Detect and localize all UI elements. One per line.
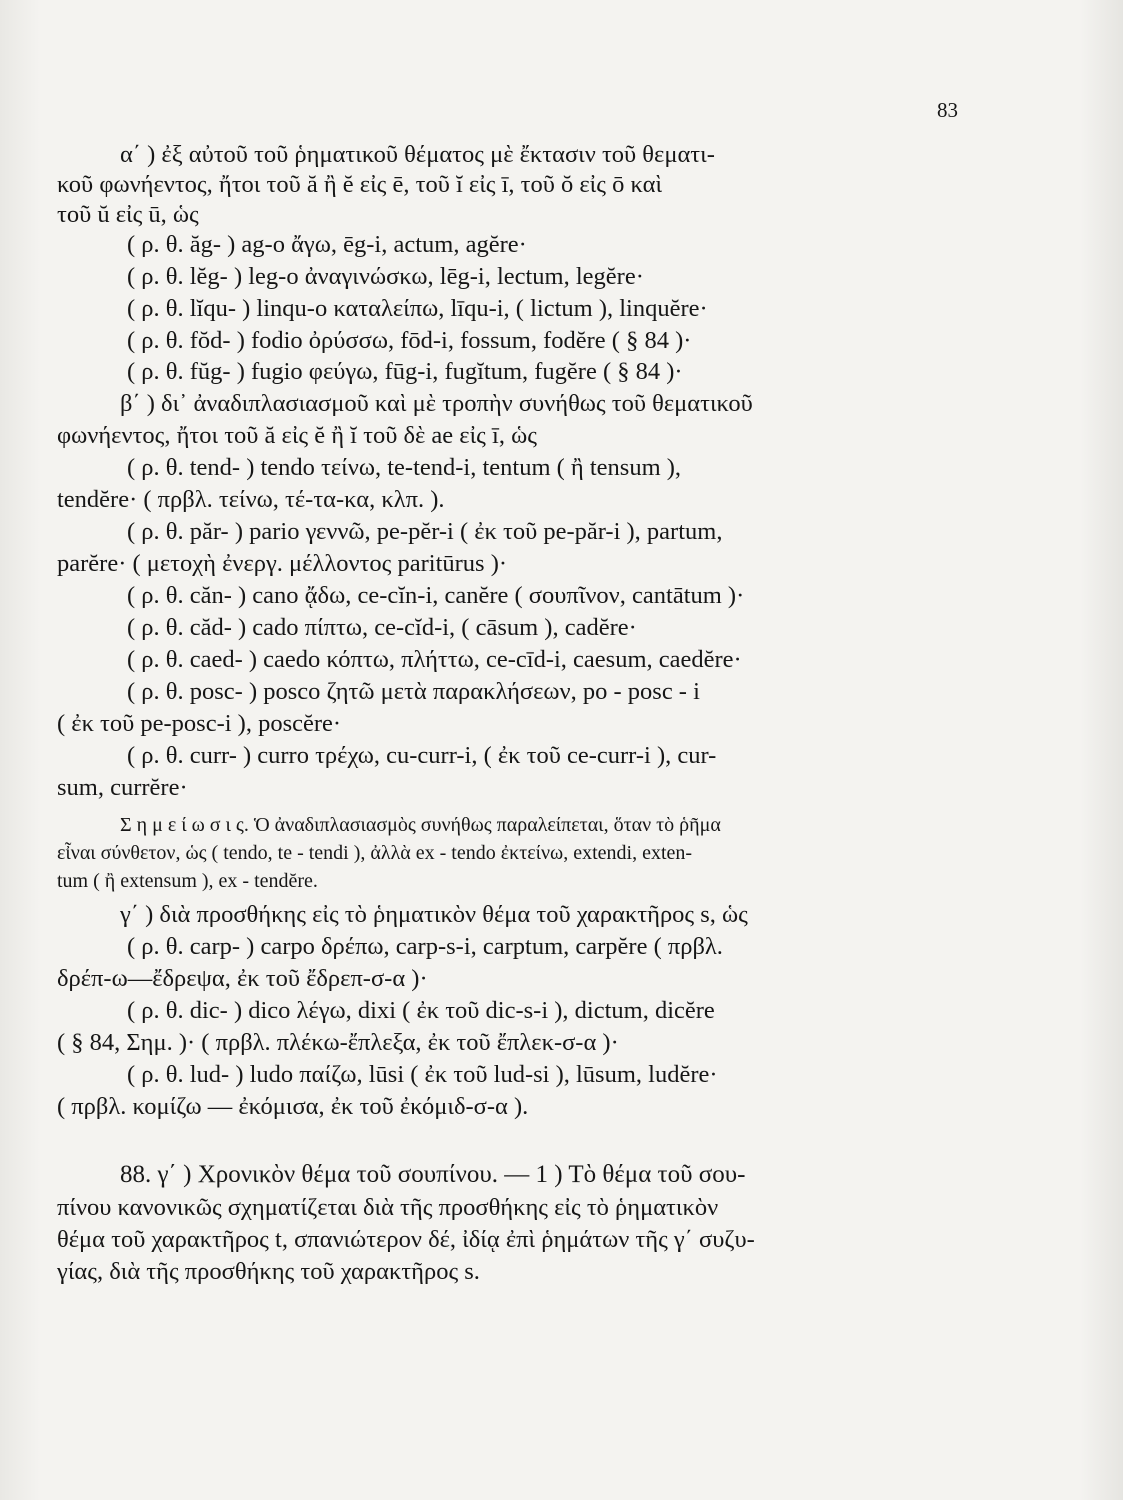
- text-line: tendĕre· ( πρβλ. τείνω, τέ-τα-κα, κλπ. ).: [57, 486, 445, 513]
- text-line: sum, currĕre·: [57, 774, 188, 801]
- text-line: ( ἐκ τοῦ pe-posc-i ), poscĕre·: [57, 710, 342, 737]
- text-line: ( ρ. θ. lĕg- ) leg-o ἀναγινώσκω, lēg-i, lectum, legĕre·: [127, 263, 644, 290]
- text-line: ( ρ. θ. lud- ) ludo παίζω, lūsi ( ἐκ τοῦ lud-si ), lūsum, ludĕre·: [127, 1061, 718, 1088]
- text-line: ( ρ. θ. căd- ) cado πίπτω, ce-cĭd-i, ( cāsum ), cadĕre·: [127, 614, 637, 641]
- text-line: θέμα τοῦ χαρακτῆρος t, σπανιώτερον δέ, ἰδίᾳ ἐπὶ ῥημάτων τῆς γ΄ συζυ-: [57, 1226, 755, 1253]
- text-line: ( πρβλ. κομίζω — ἐκόμισα, ἐκ τοῦ ἐκόμιδ-σ-α ).: [57, 1093, 529, 1120]
- text-line: γίας, διὰ τῆς προσθήκης τοῦ χαρακτῆρος s.: [57, 1258, 480, 1285]
- text-line: ( ρ. θ. păr- ) pario γεννῶ, pe-pĕr-i ( ἐκ τοῦ pe-păr-i ), partum,: [127, 518, 723, 545]
- section-heading-line: 88. γ΄ ) Χρονικὸν θέμα τοῦ σουπίνου. — 1 ) Τὸ θέμα τοῦ σου-: [120, 1161, 746, 1188]
- text-line: β΄ ) δι᾿ ἀναδιπλασιασμοῦ καὶ μὲ τροπὴν συνήθως τοῦ θεματικοῦ: [120, 390, 753, 417]
- note-line: tum ( ἢ extensum ), ex - tendĕre.: [57, 870, 318, 892]
- text-line: ( ρ. θ. caed- ) caedo κόπτω, πλήττω, ce-cīd-i, caesum, caedĕre·: [127, 646, 742, 673]
- text-line: τοῦ ŭ εἰς ū, ὡς: [57, 201, 199, 228]
- text-line: ( ρ. θ. curr- ) curro τρέχω, cu-curr-i, ( ἐκ τοῦ ce-curr-i ), cur-: [127, 742, 717, 769]
- text-line: ( ρ. θ. tend- ) tendo τείνω, te-tend-i, tentum ( ἢ tensum ),: [127, 454, 682, 481]
- page-number: 83: [937, 98, 958, 122]
- text-line: κοῦ φωνήεντος, ἤτοι τοῦ ă ἢ ĕ εἰς ē, τοῦ ĭ εἰς ī, τοῦ ŏ εἰς ō καὶ: [57, 171, 663, 198]
- text-line: πίνου κανονικῶς σχηματίζεται διὰ τῆς προσθήκης εἰς τὸ ῥηματικὸν: [57, 1194, 719, 1221]
- text-line: ( § 84, Σημ. )· ( πρβλ. πλέκω-ἔπλεξα, ἐκ τοῦ ἔπλεκ-σ-α )·: [57, 1029, 619, 1056]
- text-line: ( ρ. θ. posc- ) posco ζητῶ μετὰ παρακλήσεων, po - posc - i: [127, 678, 700, 705]
- text-line: φωνήεντος, ἤτοι τοῦ ă εἰς ĕ ἢ ĭ τοῦ δὲ ae εἰς ī, ὡς: [57, 422, 537, 449]
- text-line: ( ρ. θ. ăg- ) ag-o ἄγω, ēg-i, actum, agĕre·: [127, 231, 527, 258]
- text-line: ( ρ. θ. fŭg- ) fugio φεύγω, fūg-i, fugĭtum, fugĕre ( § 84 )·: [127, 358, 683, 385]
- text-line: ( ρ. θ. dic- ) dico λέγω, dixi ( ἐκ τοῦ dic-s-i ), dictum, dicĕre: [127, 997, 715, 1024]
- text-line: δρέπ-ω—ἔδρεψα, ἐκ τοῦ ἔδρεπ-σ-α )·: [57, 965, 428, 992]
- text-line: ( ρ. θ. lĭqu- ) linqu-o καταλείπω, līqu-i, ( lictum ), linquĕre·: [127, 295, 708, 322]
- note-line: εἶναι σύνθετον, ὡς ( tendo, te - tendi ), ἀλλὰ ex - tendo ἐκτείνω, extendi, exten-: [57, 842, 693, 864]
- text-line: parĕre· ( μετοχὴ ἐνεργ. μέλλοντος paritūrus )·: [57, 550, 508, 577]
- text-line: ( ρ. θ. carp- ) carpo δρέπω, carp-s-i, carptum, carpĕre ( πρβλ.: [127, 933, 723, 960]
- text-line: ( ρ. θ. fŏd- ) fodio ὀρύσσω, fōd-i, fossum, fodĕre ( § 84 )·: [127, 327, 692, 354]
- text-line: γ΄ ) διὰ προσθήκης εἰς τὸ ῥηματικὸν θέμα τοῦ χαρακτῆρος s, ὡς: [120, 901, 748, 928]
- text-line: α΄ ) ἐξ αὐτοῦ τοῦ ῥηματικοῦ θέματος μὲ ἔκτασιν τοῦ θεματι-: [120, 141, 715, 168]
- text-line: ( ρ. θ. căn- ) cano ᾄδω, ce-cĭn-i, canĕre ( σουπῖνον, cantātum )·: [127, 582, 745, 609]
- note-line: Σ η μ ε ί ω σ ι ς. Ὁ ἀναδιπλασιασμὸς συνήθως παραλείπεται, ὅταν τὸ ῥῆμα: [120, 814, 721, 836]
